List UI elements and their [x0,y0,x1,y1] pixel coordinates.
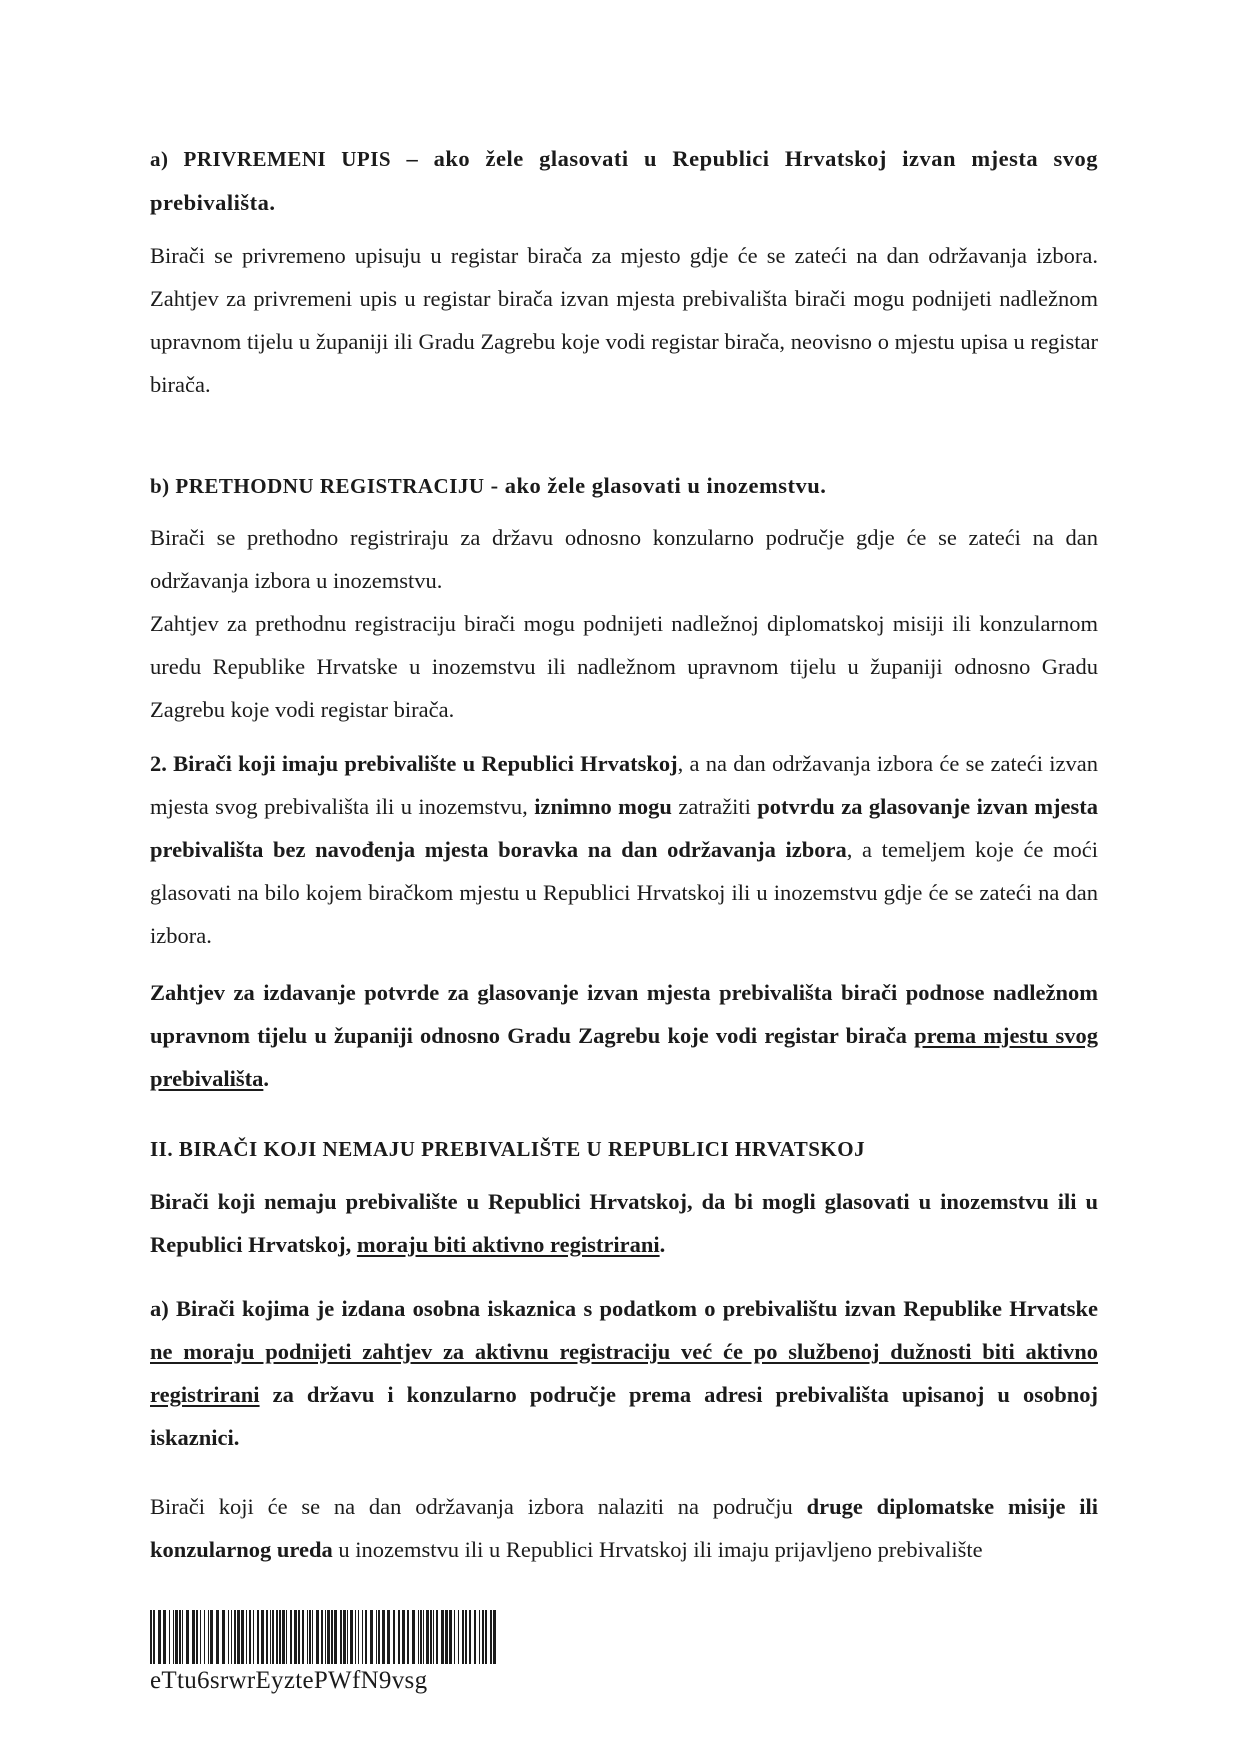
section-ii-intro-underlined: moraju biti aktivno registrirani [356,1232,660,1257]
section-b-text-1: Birači se prethodno registriraju za državu odnosno konzularno područje gdje će se zateći na dan održavanja izbora u inozemstvu. [150,525,1098,593]
section-a-heading-rest: – ako žele glasovati u Republici Hrvatskoj izvan mjesta svog prebivališta. [150,146,1098,215]
request-note-end: . [263,1066,269,1091]
section-a-label: a) PRIVREMENI UPIS [150,147,392,171]
section-a-heading [150,137,1098,224]
section-ii-a-text-2: za državu i konzularno područje prema adresi prebivališta upisanoj u osobnoj iskaznici. [150,1382,1098,1450]
last-paragraph [150,1485,1098,1571]
section-b-text-2: Zahtjev za prethodnu registraciju birači mogu podnijeti nadležnoj diplomatskoj misiji ili konzularnom uredu Republike Hrvatske u inozemstvu ili nadležnom upravnom tijelu u županiji odnosno Gradu Zagrebu koje vodi registar birača. [150,611,1098,722]
section-ii-a-paragraph [150,1287,1098,1459]
section-b-heading [150,464,1098,508]
section-ii-intro-end: . [659,1232,666,1257]
last-paragraph-bold: druge diplomatske misije ili konzularnog ureda [150,1494,1098,1562]
point-2-bold-3: potvrdu za glasovanje izvan mjesta prebivališta bez navođenja mjesta boravka na dan održavanja izbora [150,794,1099,862]
section-ii-a-underlined: ne moraju podnijeti zahtjev za aktivnu registraciju već će po službenoj dužnosti biti aktivno registrirani [150,1339,1098,1407]
section-ii-a-text-1: a) Birači kojima je izdana osobna iskaznica s podatkom o prebivalištu izvan Republike Hrvatske [150,1296,1098,1321]
barcode-code: eTtu6srwrEyztePWfN9vsg [150,1667,428,1694]
point-2-bold-1: 2. Birači koji imaju prebivalište u Republici Hrvatskoj [150,751,678,776]
section-b-label: b) PRETHODNU REGISTRACIJU [150,474,485,498]
section-ii-intro [150,1180,1098,1266]
point-2-bold-2: iznimno mogu [534,794,672,819]
point-2-paragraph [150,742,1098,957]
barcode-icon [150,1610,498,1664]
point-2-text-3: , a temeljem koje će moći glasovati na bilo kojem biračkom mjestu u Republici Hrvatskoj ili u inozemstvu gdje će se zateći na dan izbora. [150,837,1099,948]
section-b-heading-rest: - ako žele glasovati u inozemstvu. [484,473,827,498]
section-ii-heading: II. BIRAČI KOJI NEMAJU PREBIVALIŠTE U REPUBLICI HRVATSKOJ [150,1137,866,1161]
section-a-text: Birači se privremeno upisuju u registar birača za mjesto gdje će se zateći na dan održavanja izbora. Zahtjev za privremeni upis u registar birača izvan mjesta prebivališta birači mogu podnijeti nadležnom upravnom tijelu u županiji ili Gradu Zagrebu koje vodi registar birača, neovisno o mjestu upisa u registar birača. [150,243,1098,397]
section-ii-intro-text: Birači koji nemaju prebivalište u Republici Hrvatskoj, da bi mogli glasovati u inozemstvu ili u Republici Hrvatskoj, [150,1189,1098,1257]
last-paragraph-text-2: u inozemstvu ili u Republici Hrvatskoj ili imaju prijavljeno prebivalište [332,1537,983,1562]
request-note-underlined: prema mjestu svog prebivališta [150,1023,1098,1091]
point-2-text-1: , a na dan održavanja izbora će se zateći izvan mjesta svog prebivališta ili u inozemstvu, [150,751,1098,819]
request-note-text: Zahtjev za izdavanje potvrde za glasovanje izvan mjesta prebivališta birači podnose nadležnom upravnom tijelu u županiji odnosno Gradu Zagrebu koje vodi registar birača [150,980,1098,1048]
request-note [150,971,1098,1100]
last-paragraph-text-1: Birači koji će se na dan održavanja izbora nalaziti na području [150,1494,807,1519]
point-2-text-2: zatražiti [671,794,758,819]
